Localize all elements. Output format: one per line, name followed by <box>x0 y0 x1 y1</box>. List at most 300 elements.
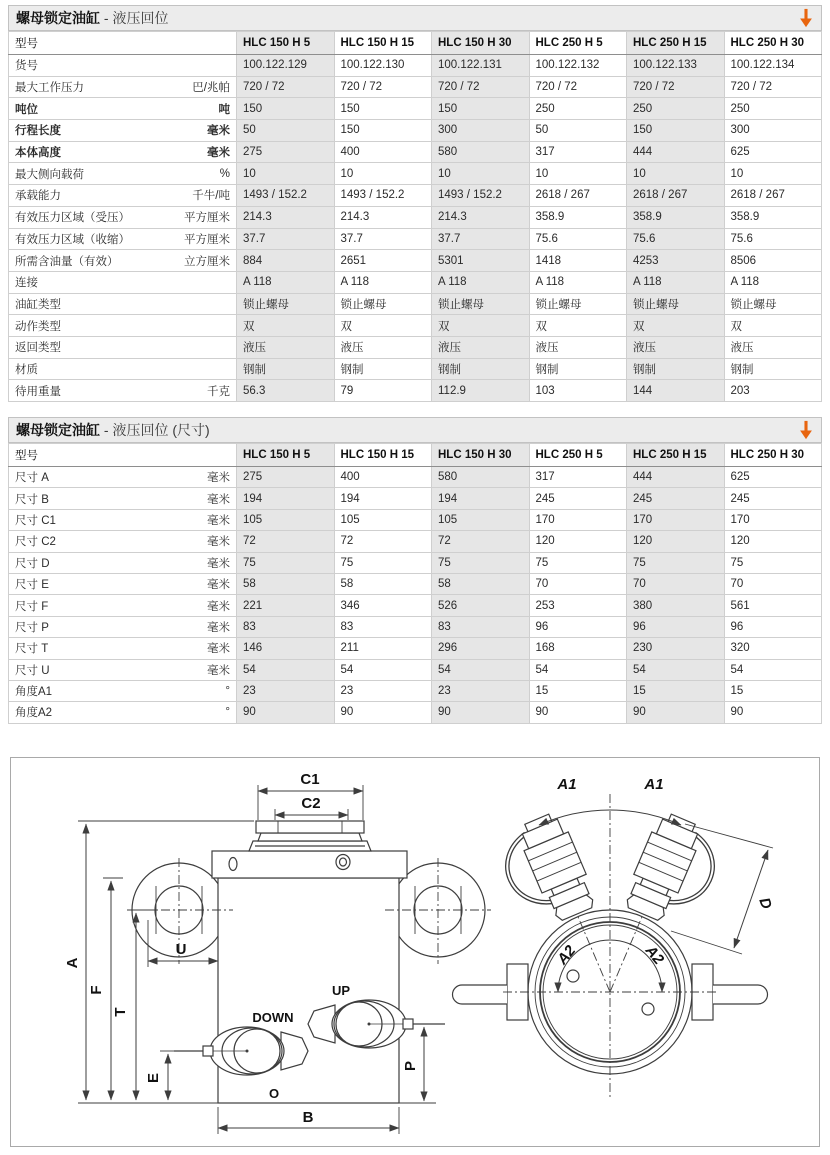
value-cell: 2618 / 267 <box>529 185 627 207</box>
row-label: 返回类型 <box>15 342 61 355</box>
download-arrow-icon[interactable] <box>798 8 814 28</box>
value-cell: 300 <box>724 120 822 142</box>
value-cell: 625 <box>724 141 822 163</box>
value-cell: 168 <box>529 638 627 659</box>
row-label-cell <box>9 638 237 659</box>
table-row <box>9 552 822 573</box>
value-cell: 358.9 <box>529 206 627 228</box>
value-cell: 72 <box>432 531 530 552</box>
row-label: 角度A2 <box>15 707 53 720</box>
row-label-cell <box>9 98 237 120</box>
row-label-cell <box>9 380 237 402</box>
value-cell: 146 <box>237 638 335 659</box>
row-label-cell <box>9 141 237 163</box>
dim-label-a1-right: A1 <box>644 776 664 793</box>
value-cell: A 118 <box>529 271 627 293</box>
row-label: 所需含油量（有效） <box>15 255 119 268</box>
column-header: HLC 150 H 30 <box>432 444 530 467</box>
row-label-cell <box>9 467 237 488</box>
row-label: 尺寸 U <box>15 664 50 677</box>
value-cell: 90 <box>237 702 335 723</box>
value-cell: 320 <box>724 638 822 659</box>
value-cell: 双 <box>627 315 725 337</box>
value-cell: 100.122.132 <box>529 55 627 77</box>
table-row <box>9 659 822 680</box>
value-cell: 380 <box>627 595 725 616</box>
value-cell: 580 <box>432 467 530 488</box>
value-cell: 锁止螺母 <box>432 293 530 315</box>
table-row <box>9 185 822 207</box>
row-label: 货号 <box>15 60 38 73</box>
value-cell: 钢制 <box>627 358 725 380</box>
value-cell: 100.122.130 <box>334 55 432 77</box>
value-cell: 230 <box>627 638 725 659</box>
row-unit: 立方厘米 <box>184 255 230 268</box>
value-cell: 72 <box>334 531 432 552</box>
row-unit: 毫米 <box>207 643 230 656</box>
technical-drawing <box>10 757 820 1147</box>
value-cell: 150 <box>334 120 432 142</box>
section-title <box>16 8 168 28</box>
row-unit: ° <box>225 685 230 698</box>
section-title-sub: - 液压回位 <box>100 10 169 26</box>
section-header-dimensions <box>8 417 822 443</box>
row-label-cell <box>9 531 237 552</box>
value-cell: 580 <box>432 141 530 163</box>
table-row <box>9 336 822 358</box>
table-row <box>9 358 822 380</box>
value-cell: 58 <box>237 573 335 594</box>
value-cell: 100.122.129 <box>237 55 335 77</box>
value-cell: 75 <box>432 552 530 573</box>
row-label-cell <box>9 185 237 207</box>
value-cell: 2618 / 267 <box>724 185 822 207</box>
table-row <box>9 573 822 594</box>
row-label-cell <box>9 293 237 315</box>
value-cell: 5301 <box>432 250 530 272</box>
value-cell: 10 <box>237 163 335 185</box>
row-label: 吨位 <box>15 103 38 116</box>
value-cell: 54 <box>529 659 627 680</box>
value-cell: 105 <box>334 509 432 530</box>
value-cell: 561 <box>724 595 822 616</box>
row-label-cell <box>9 488 237 509</box>
value-cell: 23 <box>432 680 530 701</box>
value-cell: 双 <box>724 315 822 337</box>
row-label-cell <box>9 336 237 358</box>
dim-label-a1-left: A1 <box>557 776 577 793</box>
value-cell: 245 <box>627 488 725 509</box>
table-row <box>9 638 822 659</box>
table-row <box>9 76 822 98</box>
value-cell: 150 <box>432 98 530 120</box>
value-cell: 400 <box>334 141 432 163</box>
table-row <box>9 228 822 250</box>
row-label: 尺寸 F <box>15 600 49 613</box>
value-cell: 液压 <box>237 336 335 358</box>
value-cell: 双 <box>334 315 432 337</box>
down-coupler <box>174 1027 308 1075</box>
table-row <box>9 163 822 185</box>
value-cell: 105 <box>237 509 335 530</box>
value-cell: 358.9 <box>724 206 822 228</box>
row-label: 有效压力区域（收缩） <box>15 233 130 246</box>
row-unit: 平方厘米 <box>184 212 230 225</box>
value-cell: 90 <box>334 702 432 723</box>
row-label-cell <box>9 509 237 530</box>
column-header: HLC 150 H 15 <box>334 444 432 467</box>
table-row <box>9 98 822 120</box>
value-cell: 10 <box>529 163 627 185</box>
row-label-cell <box>9 228 237 250</box>
row-label: 承载能力 <box>15 190 61 203</box>
section-title <box>16 420 210 440</box>
value-cell: 720 / 72 <box>237 76 335 98</box>
dim-label-t: T <box>112 1007 129 1017</box>
spec-table-performance <box>8 31 822 402</box>
row-unit: 毫米 <box>207 621 230 634</box>
value-cell: 83 <box>237 616 335 637</box>
value-cell: 112.9 <box>432 380 530 402</box>
row-unit: 毫米 <box>207 664 230 677</box>
dim-label-f: F <box>88 985 105 995</box>
side-view <box>132 821 485 1103</box>
value-cell: 194 <box>432 488 530 509</box>
row-label-cell <box>9 680 237 701</box>
dim-label-p: P <box>402 1060 419 1072</box>
value-cell: 液压 <box>432 336 530 358</box>
value-cell: 54 <box>627 659 725 680</box>
column-header: HLC 250 H 30 <box>724 32 822 55</box>
row-unit: 毫米 <box>207 147 230 160</box>
value-cell: 75.6 <box>529 228 627 250</box>
dim-label-a: A <box>64 957 81 969</box>
row-label: 尺寸 A <box>15 472 49 485</box>
value-cell: 884 <box>237 250 335 272</box>
value-cell: 103 <box>529 380 627 402</box>
port-label-down: DOWN <box>252 1010 294 1025</box>
value-cell: 56.3 <box>237 380 335 402</box>
column-header: HLC 250 H 15 <box>627 32 725 55</box>
value-cell: 液压 <box>627 336 725 358</box>
table-row <box>9 616 822 637</box>
value-cell: 1493 / 152.2 <box>334 185 432 207</box>
value-cell: 144 <box>627 380 725 402</box>
value-cell: 2618 / 267 <box>627 185 725 207</box>
row-unit: 平方厘米 <box>184 233 230 246</box>
value-cell: 锁止螺母 <box>529 293 627 315</box>
value-cell: 253 <box>529 595 627 616</box>
value-cell: 钢制 <box>529 358 627 380</box>
cylinder-drawing-svg <box>11 758 819 1146</box>
value-cell: 245 <box>529 488 627 509</box>
value-cell: 8506 <box>724 250 822 272</box>
value-cell: 54 <box>334 659 432 680</box>
value-cell: 37.7 <box>334 228 432 250</box>
value-cell: 10 <box>334 163 432 185</box>
value-cell: 83 <box>432 616 530 637</box>
value-cell: 90 <box>529 702 627 723</box>
value-cell: 50 <box>529 120 627 142</box>
row-label: 尺寸 E <box>15 579 49 592</box>
row-unit: 毫米 <box>207 536 230 549</box>
row-unit: 吨 <box>218 103 230 116</box>
row-label-cell <box>9 120 237 142</box>
row-label: 最大工作压力 <box>15 82 84 95</box>
value-cell: 58 <box>334 573 432 594</box>
row-unit: 毫米 <box>207 514 230 527</box>
value-cell: 10 <box>627 163 725 185</box>
value-cell: 75.6 <box>724 228 822 250</box>
value-cell: 346 <box>334 595 432 616</box>
row-unit: 毫米 <box>207 125 230 138</box>
port-label-up: UP <box>331 983 351 998</box>
dim-label-d: D <box>755 895 776 912</box>
value-cell: 720 / 72 <box>529 76 627 98</box>
section-title-sub: - 液压回位 (尺寸) <box>100 422 210 438</box>
row-label-cell <box>9 659 237 680</box>
value-cell: 双 <box>237 315 335 337</box>
value-cell: 双 <box>432 315 530 337</box>
row-label-cell <box>9 55 237 77</box>
row-label: 动作类型 <box>15 320 61 333</box>
column-header: HLC 250 H 30 <box>724 444 822 467</box>
value-cell: 锁止螺母 <box>627 293 725 315</box>
row-unit: 巴/兆帕 <box>192 82 230 95</box>
value-cell: 15 <box>724 680 822 701</box>
value-cell: 444 <box>627 467 725 488</box>
row-label: 尺寸 P <box>15 621 49 634</box>
row-label: 尺寸 T <box>15 643 49 656</box>
value-cell: 214.3 <box>237 206 335 228</box>
value-cell: 120 <box>724 531 822 552</box>
value-cell: 75 <box>529 552 627 573</box>
row-label-cell <box>9 552 237 573</box>
row-label: 行程长度 <box>15 125 61 138</box>
row-label: 尺寸 D <box>15 557 50 570</box>
value-cell: 50 <box>237 120 335 142</box>
value-cell: 1418 <box>529 250 627 272</box>
table-row <box>9 250 822 272</box>
value-cell: 10 <box>432 163 530 185</box>
dim-label-a2-right: A2 <box>641 942 668 968</box>
value-cell: 100.122.134 <box>724 55 822 77</box>
section-dimensions <box>8 417 822 724</box>
value-cell: 75 <box>334 552 432 573</box>
value-cell: 194 <box>334 488 432 509</box>
value-cell: 83 <box>334 616 432 637</box>
row-label: 角度A1 <box>15 686 53 699</box>
value-cell: 液压 <box>529 336 627 358</box>
port-label-o: O <box>268 1086 280 1101</box>
row-unit: 毫米 <box>207 600 230 613</box>
value-cell: 液压 <box>724 336 822 358</box>
dim-label-b: B <box>302 1109 314 1126</box>
row-label-cell <box>9 358 237 380</box>
value-cell: 钢制 <box>724 358 822 380</box>
value-cell: 54 <box>432 659 530 680</box>
value-cell: 720 / 72 <box>724 76 822 98</box>
model-header-label: 型号 <box>9 32 237 55</box>
table-row <box>9 680 822 701</box>
section-performance <box>8 5 822 402</box>
value-cell: 79 <box>334 380 432 402</box>
table-row <box>9 531 822 552</box>
table-row <box>9 509 822 530</box>
row-label: 油缸类型 <box>15 298 61 311</box>
value-cell: 锁止螺母 <box>237 293 335 315</box>
value-cell: 54 <box>724 659 822 680</box>
value-cell: 214.3 <box>432 206 530 228</box>
value-cell: A 118 <box>334 271 432 293</box>
value-cell: 锁止螺母 <box>334 293 432 315</box>
row-label-cell <box>9 250 237 272</box>
value-cell: 720 / 72 <box>432 76 530 98</box>
table-row <box>9 206 822 228</box>
table-row <box>9 702 822 723</box>
value-cell: 2651 <box>334 250 432 272</box>
value-cell: 70 <box>529 573 627 594</box>
value-cell: 720 / 72 <box>627 76 725 98</box>
row-label-cell <box>9 595 237 616</box>
value-cell: 105 <box>432 509 530 530</box>
table-row <box>9 55 822 77</box>
value-cell: A 118 <box>627 271 725 293</box>
value-cell: A 118 <box>432 271 530 293</box>
value-cell: 625 <box>724 467 822 488</box>
value-cell: 296 <box>432 638 530 659</box>
row-unit: 毫米 <box>207 557 230 570</box>
value-cell: 72 <box>237 531 335 552</box>
column-header: HLC 150 H 30 <box>432 32 530 55</box>
value-cell: 15 <box>529 680 627 701</box>
column-header: HLC 250 H 5 <box>529 32 627 55</box>
table-row <box>9 315 822 337</box>
value-cell: 96 <box>724 616 822 637</box>
row-unit: 毫米 <box>207 579 230 592</box>
table-row <box>9 595 822 616</box>
value-cell: 317 <box>529 467 627 488</box>
row-unit: 千牛/吨 <box>192 190 230 203</box>
value-cell: 23 <box>237 680 335 701</box>
dim-label-c2: C2 <box>301 795 321 812</box>
column-header: HLC 150 H 5 <box>237 32 335 55</box>
value-cell: 203 <box>724 380 822 402</box>
value-cell: 1493 / 152.2 <box>237 185 335 207</box>
dim-label-c1: C1 <box>300 771 320 788</box>
value-cell: 250 <box>724 98 822 120</box>
value-cell: 300 <box>432 120 530 142</box>
row-unit: 千克 <box>207 385 230 398</box>
column-header: HLC 250 H 15 <box>627 444 725 467</box>
value-cell: 150 <box>627 120 725 142</box>
value-cell: 75 <box>237 552 335 573</box>
row-label: 本体高度 <box>15 147 61 160</box>
column-header: HLC 150 H 15 <box>334 32 432 55</box>
row-label: 连接 <box>15 277 38 290</box>
section-title-main: 螺母锁定油缸 <box>16 10 100 26</box>
value-cell: 90 <box>627 702 725 723</box>
table-row <box>9 293 822 315</box>
row-label-cell <box>9 76 237 98</box>
value-cell: 双 <box>529 315 627 337</box>
value-cell: 75 <box>724 552 822 573</box>
value-cell: 526 <box>432 595 530 616</box>
value-cell: 100.122.133 <box>627 55 725 77</box>
value-cell: 37.7 <box>432 228 530 250</box>
value-cell: 100.122.131 <box>432 55 530 77</box>
value-cell: 444 <box>627 141 725 163</box>
dim-label-e: E <box>145 1072 162 1084</box>
row-label-cell <box>9 315 237 337</box>
value-cell: 37.7 <box>237 228 335 250</box>
table-header-row <box>9 444 822 467</box>
value-cell: 150 <box>334 98 432 120</box>
table-row <box>9 271 822 293</box>
value-cell: 250 <box>529 98 627 120</box>
column-header: HLC 250 H 5 <box>529 444 627 467</box>
row-label: 最大侧向载荷 <box>15 168 84 181</box>
value-cell: 358.9 <box>627 206 725 228</box>
value-cell: 70 <box>724 573 822 594</box>
value-cell: 锁止螺母 <box>724 293 822 315</box>
download-arrow-icon[interactable] <box>798 420 814 440</box>
value-cell: 10 <box>724 163 822 185</box>
value-cell: 211 <box>334 638 432 659</box>
table-row <box>9 488 822 509</box>
value-cell: 194 <box>237 488 335 509</box>
spec-table-dimensions <box>8 443 822 724</box>
value-cell: 317 <box>529 141 627 163</box>
value-cell: 70 <box>627 573 725 594</box>
value-cell: 58 <box>432 573 530 594</box>
value-cell: 1493 / 152.2 <box>432 185 530 207</box>
value-cell: 钢制 <box>432 358 530 380</box>
table-row <box>9 120 822 142</box>
table-row <box>9 141 822 163</box>
row-unit: ° <box>225 706 230 719</box>
row-label-cell <box>9 163 237 185</box>
value-cell: 221 <box>237 595 335 616</box>
row-label-cell <box>9 702 237 723</box>
value-cell: 15 <box>627 680 725 701</box>
row-label: 尺寸 C2 <box>15 536 56 549</box>
dim-label-a2-left: A2 <box>553 942 580 968</box>
value-cell: 75 <box>627 552 725 573</box>
value-cell: 钢制 <box>237 358 335 380</box>
value-cell: 4253 <box>627 250 725 272</box>
value-cell: 275 <box>237 467 335 488</box>
table-row <box>9 467 822 488</box>
row-label: 尺寸 C1 <box>15 514 56 527</box>
dim-label-u: U <box>175 941 187 958</box>
value-cell: 275 <box>237 141 335 163</box>
row-label-cell <box>9 573 237 594</box>
value-cell: 170 <box>627 509 725 530</box>
value-cell: 245 <box>724 488 822 509</box>
value-cell: 720 / 72 <box>334 76 432 98</box>
row-unit: % <box>219 167 230 180</box>
value-cell: 150 <box>237 98 335 120</box>
section-title-main: 螺母锁定油缸 <box>16 422 100 438</box>
row-label-cell <box>9 616 237 637</box>
value-cell: 214.3 <box>334 206 432 228</box>
model-header-label: 型号 <box>9 444 237 467</box>
value-cell: 75.6 <box>627 228 725 250</box>
row-label: 材质 <box>15 363 38 376</box>
value-cell: 400 <box>334 467 432 488</box>
value-cell: 90 <box>432 702 530 723</box>
